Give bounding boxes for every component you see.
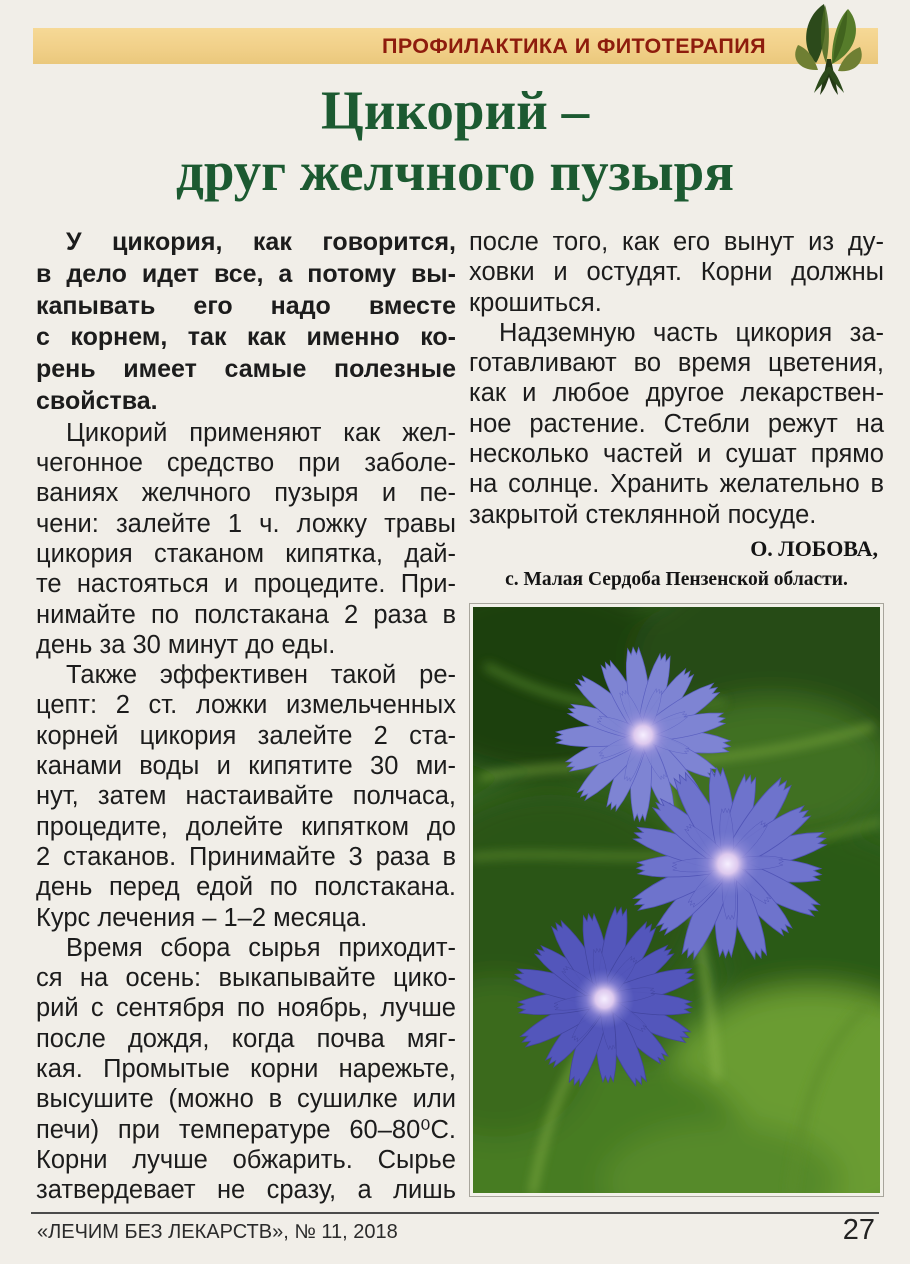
author-location: с. Малая Сердоба Пензенской области. [505,568,848,590]
text-line: крошиться. [469,288,602,317]
text-line: чегонное средство при заболе- [36,449,456,478]
page-number: 27 [842,1214,875,1246]
article-title-line1: Цикорий – [320,80,590,141]
text-line: день за 30 минут до еды. [36,630,336,659]
text-line: готавливают во время цветения, [469,349,884,378]
section-label: ПРОФИЛАКТИКА И ФИТОТЕРАПИЯ [382,33,766,58]
text-line: Также эффективен такой ре- [66,661,456,690]
text-line: цепт: 2 ст. ложки измельченных [36,691,456,720]
text-line: рень имеет самые полезные [36,355,456,384]
text-line: день перед едой по полстакана. [36,873,456,902]
text-line: ся на осень: выкапывайте цико- [36,964,456,993]
paragraph [36,227,456,418]
text-line: корней цикория залейте 2 ста- [36,721,456,750]
text-line: Надземную часть цикория за- [499,318,884,347]
text-line: Время сбора сырья приходит- [66,933,456,962]
text-line: кая. Промытые корни нарежьте, [36,1055,456,1084]
text-line: как и любое другое лекарствен- [469,379,884,408]
text-line: нут, затем настаивайте полчаса, [36,782,456,811]
text-line: цикория стаканом кипятка, дай- [36,539,456,568]
text-line: высушите (можно в сушилке или [36,1085,456,1114]
paragraph [469,227,884,318]
footer-rule [31,1212,879,1214]
text-line: затвердевает не сразу, а лишь [36,1176,456,1205]
author-name: О. ЛОБОВА, [750,535,878,561]
paragraph [469,318,884,530]
journal-issue-label: «ЛЕЧИМ БЕЗ ЛЕКАРСТВ», № 11, 2018 [37,1221,398,1243]
text-line: печи) при температуре 60–80⁰С. [36,1115,456,1144]
text-line: У цикория, как говорится, [66,228,456,256]
text-line: свойства. [36,386,158,415]
text-line: 2 стаканов. Принимайте 3 раза в [36,842,456,871]
paragraph [36,418,456,660]
text-line: рий с сентября по ноябрь, лучше [36,994,456,1023]
article-title [0,80,910,202]
text-line: несколько частей и сушат прямо [469,440,884,469]
text-line: после дождя, когда почва мяг- [36,1024,456,1053]
text-line: капывать его надо вместе [36,291,456,320]
paragraph [36,933,456,1206]
article-title-line2: друг желчного пузыря [176,141,734,203]
text-line: процедите, долейте кипятком до [36,812,456,841]
text-line: ваниях желчного пузыря и пе- [36,479,456,508]
text-line: в дело идет все, а потому вы- [36,259,456,288]
text-line: на солнце. Хранить желательно в [469,470,884,499]
text-line: закрытой стеклянной посуде. [469,500,817,529]
text-line: ное растение. Стебли режут на [469,409,884,438]
text-line: с корнем, так как именно ко- [36,323,456,352]
text-line: чени: залейте 1 ч. ложку травы [36,509,456,538]
text-line: ховки и остудят. Корни должны [469,258,884,287]
text-line: нимайте по полстакана 2 раза в [36,600,456,629]
section-header-bar [33,28,878,64]
text-line: Корни лучше обжарить. Сырье [36,1145,456,1174]
text-line: те настояться и процедите. При- [36,570,456,599]
text-line: Цикорий применяют как жел- [66,418,456,447]
paragraph [36,660,456,933]
text-line: после того, как его вынут из ду- [469,228,884,256]
article-column-right [469,227,884,1197]
chicory-flowers-photo [469,603,884,1197]
chicory-flowers-illustration [473,607,880,1193]
text-line: канами воды и кипятите 30 ми- [36,752,456,781]
article-column-left [36,227,456,1206]
text-line: Курс лечения – 1–2 месяца. [36,903,368,932]
